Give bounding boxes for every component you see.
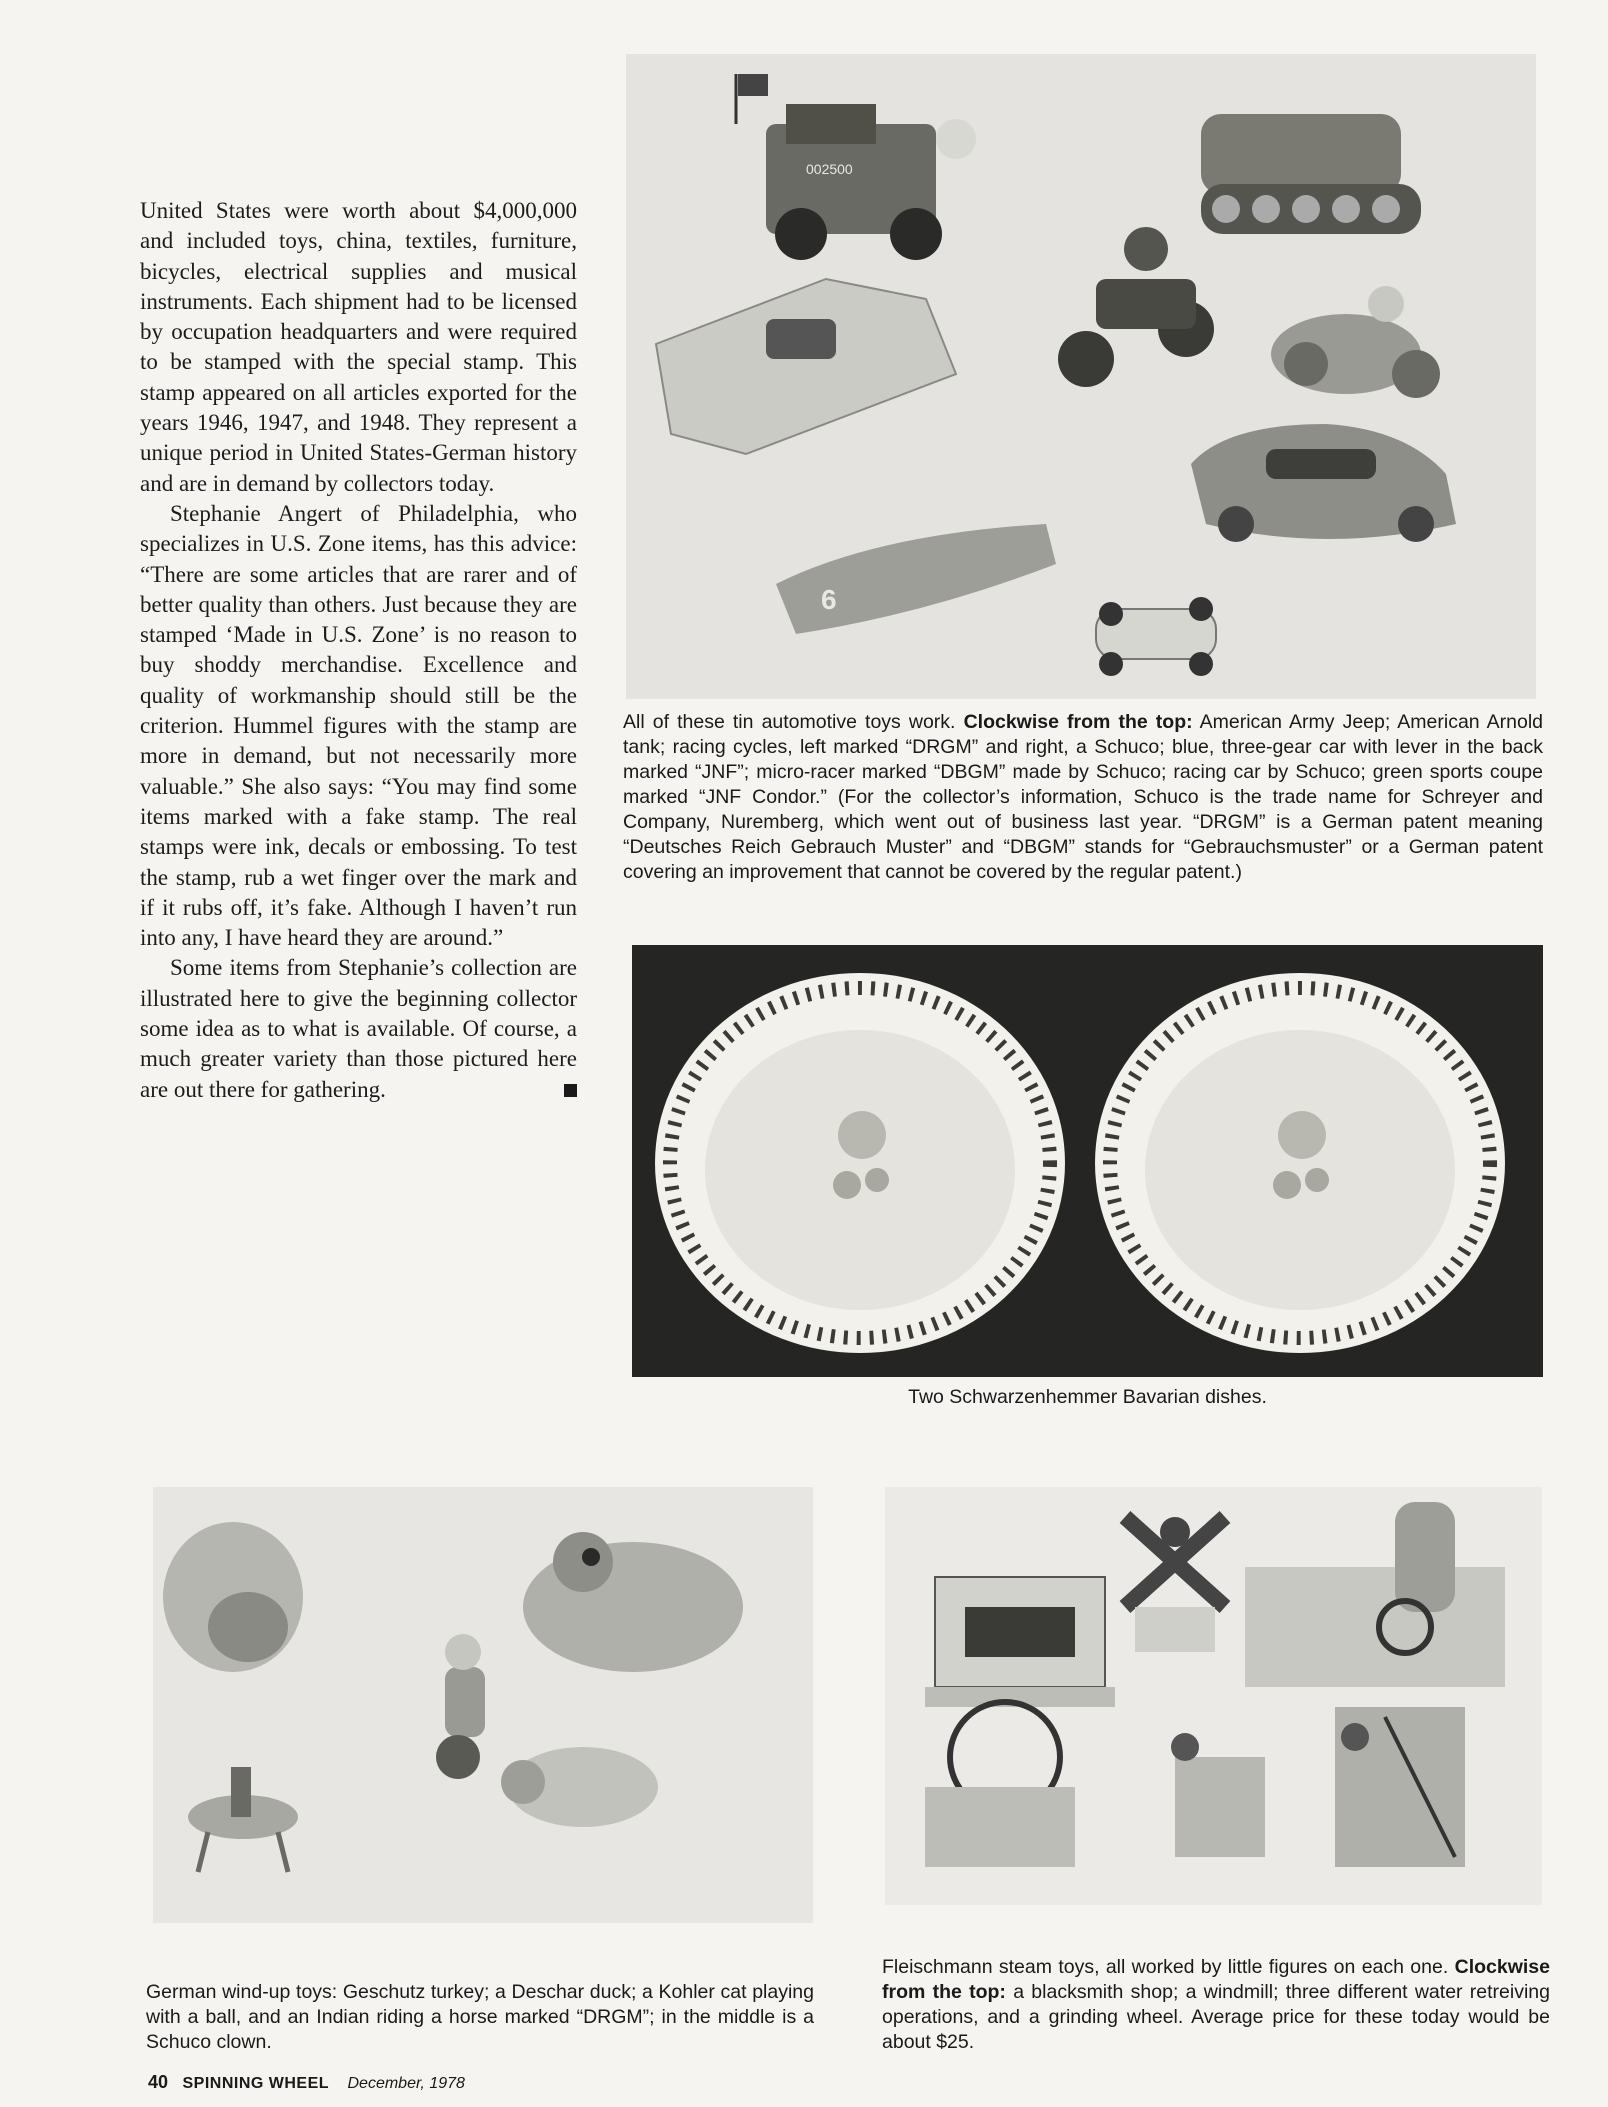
- tank-toy: [1201, 114, 1421, 234]
- dish-right: [1095, 973, 1505, 1353]
- water-wheel-toy-right: [1335, 1707, 1465, 1867]
- caption-windup: German wind-up toys: Geschutz turkey; a Deschar duck; a Kohler cat playing with a ball, and an Indian riding a horse marked “DRGM”; in the middle is a Schuco clown.: [146, 1981, 814, 2053]
- article-body: [140, 196, 577, 1105]
- racer-number: 6: [821, 584, 837, 615]
- paragraph-2: Stephanie Angert of Philadelphia, who specializes in U.S. Zone items, has this advice: “There are some articles that are rarer and of better quality than others. Just because they are stamped ‘Made in U.S. Zone’ is no reason to buy shoddy merchandise. Excellence and quality of workmanship should still be the criterion. Hummel figures with the stamp are more in demand, but not necessarily more valuable.” She also says: “You may find some items marked with a fake stamp. The real stamps were ink, decals or embossing. To test the stamp, rub a wet finger over the mark and if it rubs off, it’s fake. Although I haven’t run into any, I have heard they are around.”: [140, 500, 577, 951]
- paragraph-3: [140, 953, 577, 1104]
- caption-dishes: Two Schwarzenhemmer Bavarian dishes.: [908, 1386, 1267, 1408]
- paragraph-1: United States were worth about $4,000,000 and included toys, china, textiles, furniture, bicycles, electrical supplies and musical instruments. Each shipment had to be licensed by occupation headquarters and were required to be stamped with the special stamp. This stamp appeared on all articles exported for the years 1946, 1947, and 1948. They represent a unique period in United States-German history and are in demand by collectors today.: [140, 198, 577, 496]
- caption-steam-bold: Clockwise from the top:: [882, 1956, 1550, 2003]
- photo-steam-toys: [885, 1487, 1542, 1905]
- caption-tin-toys-rest: American Army Jeep; American Arnold tank; racing cycles, left marked “DRGM” and right, a Schuco; blue, three-gear car with lever in the back marked “JNF”; micro-racer marked “DBGM” made by Schuco; racing car by Schuco; green sports coupe marked “JNF Condor.” (For the collector’s information, Schuco is the trade name for Schreyer and Company, Nuremberg, which went out of business last year. “DRGM” is a German patent meaning “Deutsches Reich Gebrauch Muster” and “DBGM” stands for “Gebrauchsmuster” or a German patent covering an improvement that cannot be covered by the regular patent.): [623, 711, 1544, 883]
- blacksmith-shop-toy: [925, 1577, 1115, 1707]
- caption-tin-toys-bold: Clockwise from the top:: [963, 711, 1193, 733]
- page-footer: [148, 2072, 465, 2093]
- caption-steam-lead: Fleischmann steam toys, all worked by little figures on each one.: [882, 1956, 1449, 1978]
- turkey-toy: [163, 1522, 303, 1672]
- caption-steam: [882, 1955, 1550, 2055]
- caption-tin-toys: [623, 710, 1543, 885]
- photo-bavarian-dishes: [632, 945, 1543, 1377]
- caption-tin-toys-lead: All of these tin automotive toys work.: [623, 711, 956, 733]
- photo-windup-toys: [153, 1487, 813, 1923]
- page-number: 40: [148, 2072, 169, 2092]
- magazine-title: SPINNING WHEEL: [182, 2075, 330, 2092]
- dish-left: [655, 973, 1065, 1353]
- caption-steam-rest: a blacksmith shop; a windmill; three different water retreiving operations, and a grinding wheel. Average price for these today would be about $25.: [882, 1981, 1550, 2053]
- jeep-plate: 002500: [806, 161, 853, 177]
- paragraph-3-text: Some items from Stephanie’s collection are illustrated here to give the beginning collector some idea as to what is available. Of course, a much greater variety than those pictured here are out there for gathering.: [140, 955, 577, 1102]
- photo-tin-toys: [626, 54, 1536, 699]
- issue-date: December, 1978: [347, 2075, 465, 2092]
- end-mark-icon: [564, 1084, 577, 1097]
